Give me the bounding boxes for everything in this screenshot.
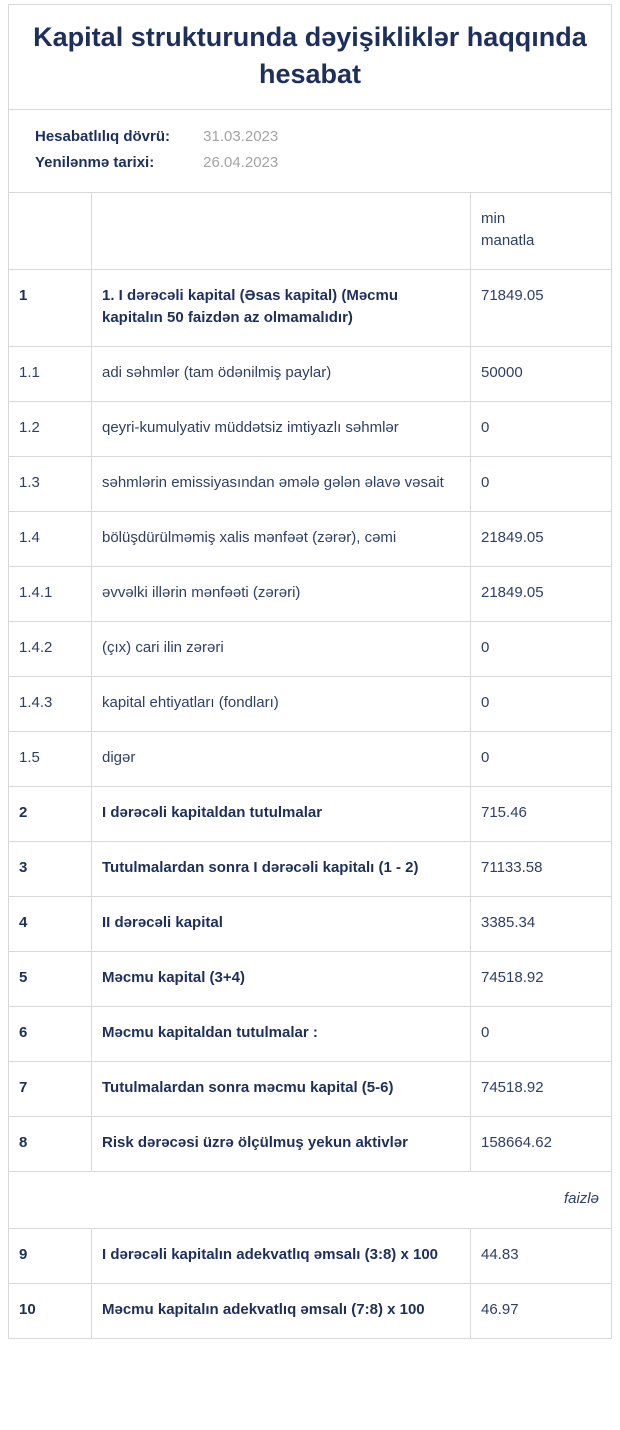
row-value: 158664.62 (471, 1117, 612, 1172)
table-row (9, 1229, 611, 1284)
row-value: 46.97 (471, 1284, 612, 1339)
row-value: 21849.05 (471, 567, 612, 622)
row-value: 0 (471, 677, 612, 732)
capital-structure-table (9, 192, 611, 1338)
row-description: Tutulmalardan sonra I dərəcəli kapitalı (1 - 2) (92, 842, 471, 897)
table-row (9, 897, 611, 952)
row-value: 0 (471, 732, 612, 787)
row-number: 1.4.1 (9, 567, 92, 622)
table-row (9, 732, 611, 787)
row-description: I dərəcəli kapitaldan tutulmalar (92, 787, 471, 842)
update-date-label: Yenilənmə tarixi: (35, 154, 155, 171)
row-description: Tutulmalardan sonra məcmu kapital (5-6) (92, 1062, 471, 1117)
table-row (9, 952, 611, 1007)
reporting-period-line (35, 124, 591, 150)
row-description: I dərəcəli kapitalın adekvatlıq əmsalı (3:8) x 100 (92, 1229, 471, 1284)
page-title: Kapital strukturunda dəyişikliklər haqqında hesabat (33, 22, 587, 89)
row-number: 2 (9, 787, 92, 842)
row-value: 0 (471, 457, 612, 512)
row-value: 715.46 (471, 787, 612, 842)
row-value: 71849.05 (471, 270, 612, 347)
row-description: Məcmu kapital (3+4) (92, 952, 471, 1007)
row-description: adi səhmlər (tam ödənilmiş paylar) (92, 347, 471, 402)
row-number: 1.1 (9, 347, 92, 402)
row-description: qeyri-kumulyativ müddətsiz imtiyazlı səhmlər (92, 402, 471, 457)
table-row (9, 622, 611, 677)
update-date-value: 26.04.2023 (203, 154, 279, 171)
unit-header-row (9, 193, 611, 270)
reporting-period-value: 31.03.2023 (203, 128, 279, 145)
update-date-line (35, 150, 591, 176)
row-value: 74518.92 (471, 1062, 612, 1117)
row-number: 1.3 (9, 457, 92, 512)
row-number: 1.4.2 (9, 622, 92, 677)
row-value: 74518.92 (471, 952, 612, 1007)
row-description: digər (92, 732, 471, 787)
table-row (9, 1007, 611, 1062)
row-value: 0 (471, 1007, 612, 1062)
table-row (9, 270, 611, 347)
row-number: 5 (9, 952, 92, 1007)
row-value: 0 (471, 622, 612, 677)
row-number: 1.5 (9, 732, 92, 787)
row-value: 21849.05 (471, 512, 612, 567)
row-description: səhmlərin emissiyasından əmələ gələn əlavə vəsait (92, 457, 471, 512)
title-block (9, 5, 611, 110)
report-sheet (8, 4, 612, 1339)
row-description: kapital ehtiyatları (fondları) (92, 677, 471, 732)
row-number: 9 (9, 1229, 92, 1284)
row-number: 10 (9, 1284, 92, 1339)
row-number: 8 (9, 1117, 92, 1172)
percent-note: faizlə (9, 1172, 611, 1229)
row-description: bölüşdürülməmiş xalis mənfəət (zərər), cəmi (92, 512, 471, 567)
row-description: II dərəcəli kapital (92, 897, 471, 952)
row-number: 4 (9, 897, 92, 952)
row-description: əvvəlki illərin mənfəəti (zərəri) (92, 567, 471, 622)
reporting-period-label: Hesabatlılıq dövrü: (35, 128, 171, 145)
row-description: (çıx) cari ilin zərəri (92, 622, 471, 677)
row-value: 0 (471, 402, 612, 457)
row-number: 7 (9, 1062, 92, 1117)
row-value: 50000 (471, 347, 612, 402)
table-row (9, 567, 611, 622)
row-number: 6 (9, 1007, 92, 1062)
table-row (9, 677, 611, 732)
row-number: 1.2 (9, 402, 92, 457)
row-value: 71133.58 (471, 842, 612, 897)
row-description: Məcmu kapitaldan tutulmalar : (92, 1007, 471, 1062)
row-number: 1 (9, 270, 92, 347)
unit-label: min manatla (481, 210, 535, 249)
table-row (9, 842, 611, 897)
table-row (9, 787, 611, 842)
table-row (9, 1284, 611, 1339)
unit-header-cell (471, 193, 612, 270)
row-description: 1. I dərəcəli kapital (Əsas kapital) (Məcmu kapitalın 50 faizdən az olmamalıdır) (92, 270, 471, 347)
row-description: Məcmu kapitalın adekvatlıq əmsalı (7:8) x 100 (92, 1284, 471, 1339)
table-row (9, 1117, 611, 1172)
row-number: 1.4.3 (9, 677, 92, 732)
row-number: 3 (9, 842, 92, 897)
row-number (9, 193, 92, 270)
table-row (9, 512, 611, 567)
row-value: 44.83 (471, 1229, 612, 1284)
table-row (9, 347, 611, 402)
percent-note-row (9, 1172, 611, 1229)
row-description (92, 193, 471, 270)
row-description: Risk dərəcəsi üzrə ölçülmuş yekun aktivlər (92, 1117, 471, 1172)
table-row (9, 457, 611, 512)
report-meta (9, 110, 611, 192)
row-value: 3385.34 (471, 897, 612, 952)
table-row (9, 402, 611, 457)
row-number: 1.4 (9, 512, 92, 567)
table-row (9, 1062, 611, 1117)
